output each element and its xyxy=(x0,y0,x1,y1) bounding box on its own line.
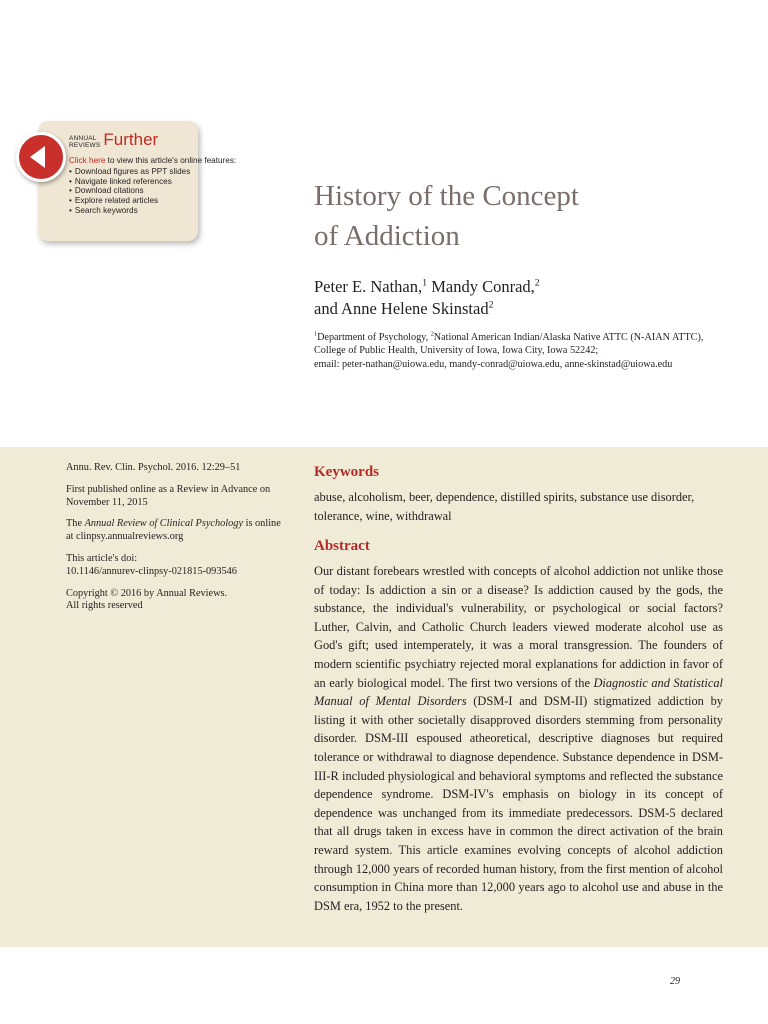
citation: Annu. Rev. Clin. Psychol. 2016. 12:29–51 xyxy=(66,462,241,473)
author-name: Mandy Conrad, xyxy=(427,277,535,296)
email-line: email: peter-nathan@uiowa.edu, mandy-conrad@uiowa.edu, anne-skinstad@uiowa.edu xyxy=(314,358,673,370)
keywords-abstract xyxy=(314,462,723,915)
article-title: History of the Concept of Addiction xyxy=(314,180,579,252)
publication-date: First published online as a Review in Advance on November 11, 2015 xyxy=(66,483,271,508)
annual-reviews-wordmark: ANNUAL REVIEWS xyxy=(69,135,101,149)
click-here-link[interactable]: Click here xyxy=(69,156,106,165)
doi: This article's doi: 10.1146/annurev-clinpsy-021815-093546 xyxy=(66,552,237,577)
author-name: Peter E. Nathan, xyxy=(314,277,423,296)
keywords-list: abuse, alcoholism, beer, dependence, distilled spirits, substance use disorder, tolerance, wine, withdrawal xyxy=(314,490,695,523)
feature-list xyxy=(69,167,236,216)
feature-item: • Download figures as PPT slides xyxy=(69,167,236,177)
page-number: 29 xyxy=(670,976,680,987)
abstract-heading: Abstract xyxy=(314,538,370,554)
abstract-text: Our distant forebears wrestled with concepts of alcohol addiction not unlike those of today: Is addiction a sin or a disease? Is addiction caused by the gods, the substance, the individual's vulnerability, or psychological or social factors? Luther, Calvin, and Catholic Church leaders viewed moderate alcohol use as God's gift; used intemperately, it was a moral transgression. The founders of modern scientific psychiatry rejected moral explanations for addiction in favor of an early biological model. The first two versions of the Diagnostic and Statistical Manual of Mental Disorders (DSM-I and DSM-II) stigmatized addiction by listing it with other societally disapproved disorders stemming from personality disorder. DSM-III espoused atheoretical, descriptive diagnoses but required tolerance or withdrawal to diagnose dependence. Substance dependence in DSM-III-R included physiological and behavioral symptoms and reflected the substance dependence syndrome. DSM-IV's emphasis on biology in its concept of dependence was unchanged from its immediate predecessors. DSM-5 declared that all drugs taken in excess have in common the direct activation of the brain reward system. This article examines evolving concepts of alcohol addiction through 12,000 years of recorded human history, from the first mention of alcohol consumption in China more than 12,000 years ago to alcohol use and abuse in the DSM era, 1952 to the present. xyxy=(314,564,723,913)
author-name: and Anne Helene Skinstad xyxy=(314,299,489,318)
further-intro: to view this article's online features: xyxy=(105,156,237,165)
article-info-sidebar xyxy=(66,462,288,622)
feature-item: • Search keywords xyxy=(69,206,236,216)
feature-item: • Explore related articles xyxy=(69,196,236,206)
copyright: Copyright © 2016 by Annual Reviews. All rights reserved xyxy=(66,587,228,612)
feature-item: • Download citations xyxy=(69,186,236,196)
further-header xyxy=(69,131,158,149)
affiliation: $^1$Department of Psychology, $^2$National American Indian/Alaska Native ATTC (N-AIAN ATTC), College of Public Health, University of Iowa, Iowa City, Iowa 52242; email: peter-nathan@uiowa.edu, mandy-conrad@uiowa.edu, anne-skinstad@uiowa.edu xyxy=(314,331,704,370)
further-wordmark: Further xyxy=(103,130,159,149)
feature-item: • Navigate linked references xyxy=(69,177,236,187)
further-link-button[interactable] xyxy=(16,132,66,182)
left-arrow-icon xyxy=(30,146,45,168)
author-list: Peter E. Nathan,$^1$ Mandy Conrad,$^2$ and Anne Helene Skinstad$^2$ xyxy=(314,277,540,318)
doi-link[interactable]: 10.1146/annurev-clinpsy-021815-093546 xyxy=(66,565,237,577)
journal-note: The Annual Review of Clinical Psychology is online at clinpsy.annualreviews.org xyxy=(66,518,281,543)
keywords-heading: Keywords xyxy=(314,464,379,480)
further-description xyxy=(69,156,236,216)
